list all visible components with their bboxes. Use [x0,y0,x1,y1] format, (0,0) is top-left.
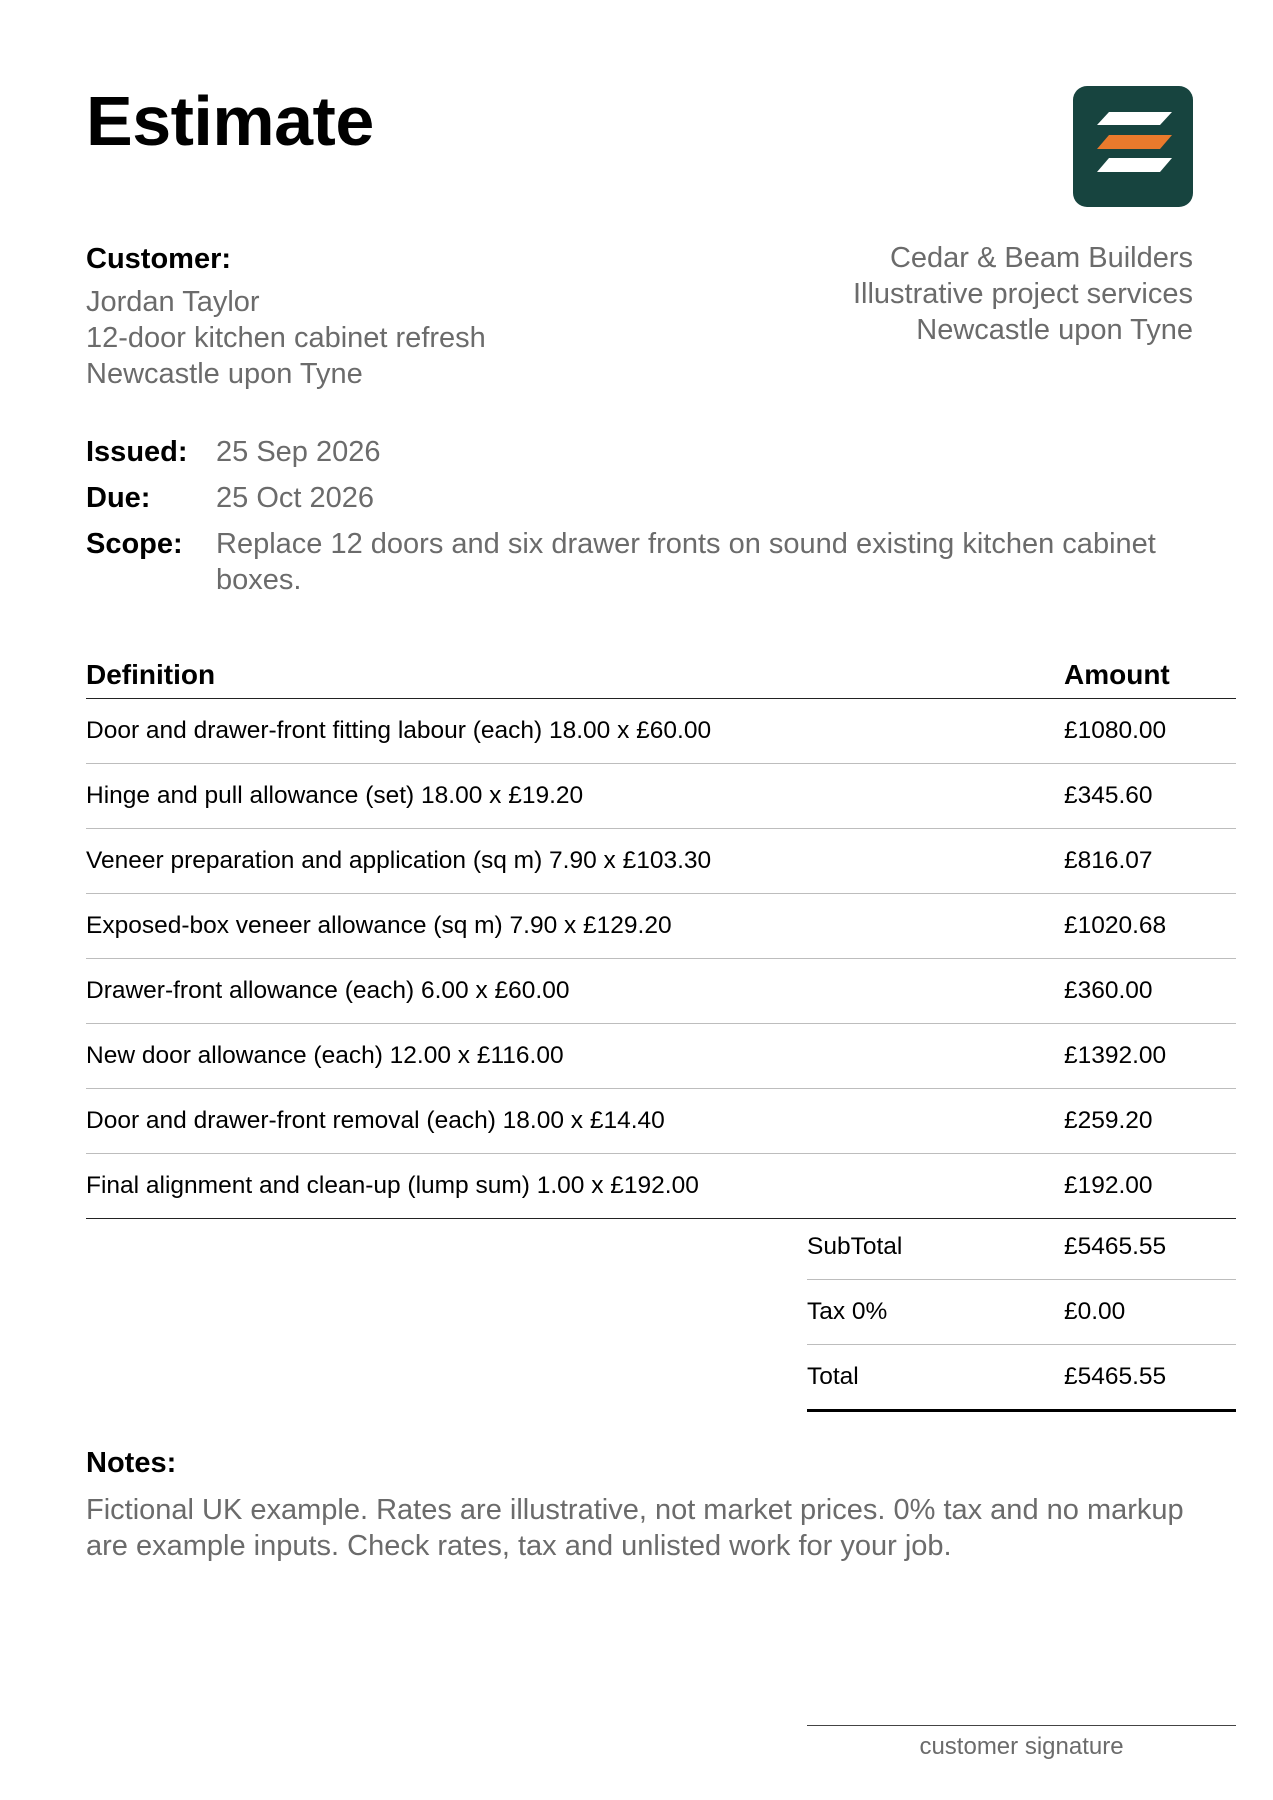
line-item-amount: £192.00 [1064,1172,1153,1199]
customer-location: Newcastle upon Tyne [86,358,363,390]
totals-block [807,1215,1236,1412]
line-item-definition: Final alignment and clean-up (lump sum) 1.00 x £192.00 [86,1172,699,1199]
subtotal-row [807,1215,1236,1280]
line-items-table [86,652,1236,1219]
line-item-definition: Exposed-box veneer allowance (sq m) 7.90 x £129.20 [86,912,672,939]
issued-row [86,434,1226,470]
notes-heading: Notes: [86,1447,177,1479]
company-location: Newcastle upon Tyne [916,314,1193,346]
company-name: Cedar & Beam Builders [889,242,1193,274]
customer-name: Jordan Taylor [86,286,260,318]
line-item-definition: Veneer preparation and application (sq m) 7.90 x £103.30 [86,847,712,874]
total-label: Total [807,1363,859,1390]
line-item-amount: £259.20 [1064,1107,1153,1134]
tax-row [807,1280,1236,1345]
estimate-meta [86,434,1226,608]
line-item-definition: New door allowance (each) 12.00 x £116.00 [86,1042,564,1069]
logo-graphic [1073,86,1193,207]
customer-project: 12-door kitchen cabinet refresh [86,322,486,354]
issued-label: Issued: [86,436,188,468]
line-item-definition: Drawer-front allowance (each) 6.00 x £60.00 [86,977,570,1004]
line-item-amount: £1020.68 [1064,912,1167,939]
line-item-amount: £345.60 [1064,782,1153,809]
due-date: 25 Oct 2026 [216,482,374,514]
notes-text: Fictional UK example. Rates are illustrative, not market prices. 0% tax and no markup are example inputs. Check rates, tax and unlisted work for your job. [86,1494,1184,1562]
definition-header: Definition [86,659,216,690]
line-item-amount: £1080.00 [1064,717,1167,744]
subtotal-label: SubTotal [807,1233,903,1260]
line-item-definition: Door and drawer-front removal (each) 18.00 x £14.40 [86,1107,665,1134]
line-item-amount: £360.00 [1064,977,1153,1004]
total-row [807,1345,1236,1412]
table-row [86,829,1236,894]
tax-value: £0.00 [1064,1298,1126,1325]
scope-text: Replace 12 doors and six drawer fronts on sound existing kitchen cabinet boxes. [216,528,1156,596]
customer-details [86,284,486,392]
document-title: Estimate [86,82,374,160]
signature-line [807,1725,1236,1726]
total-value: £5465.55 [1064,1363,1167,1390]
scope-row [86,526,1226,598]
table-row [86,699,1236,764]
amount-header: Amount [1064,659,1170,690]
company-logo [1073,86,1193,207]
table-row [86,1154,1236,1219]
issued-date: 25 Sep 2026 [216,436,381,468]
due-label: Due: [86,482,151,514]
line-item-definition: Door and drawer-front fitting labour (each) 18.00 x £60.00 [86,717,712,744]
company-tagline: Illustrative project services [852,278,1193,310]
table-header [86,652,1236,699]
table-row [86,894,1236,959]
table-row [86,1089,1236,1154]
customer-heading: Customer: [86,243,232,275]
line-item-amount: £1392.00 [1064,1042,1167,1069]
line-item-amount: £816.07 [1064,847,1153,874]
table-row [86,959,1236,1024]
subtotal-value: £5465.55 [1064,1233,1167,1260]
company-details [853,240,1193,348]
scope-label: Scope: [86,528,183,560]
line-item-definition: Hinge and pull allowance (set) 18.00 x £19.20 [86,782,584,809]
table-row [86,1024,1236,1089]
tax-label: Tax 0% [807,1298,888,1325]
signature-label: customer signature [919,1733,1124,1760]
due-row [86,480,1226,516]
table-row [86,764,1236,829]
